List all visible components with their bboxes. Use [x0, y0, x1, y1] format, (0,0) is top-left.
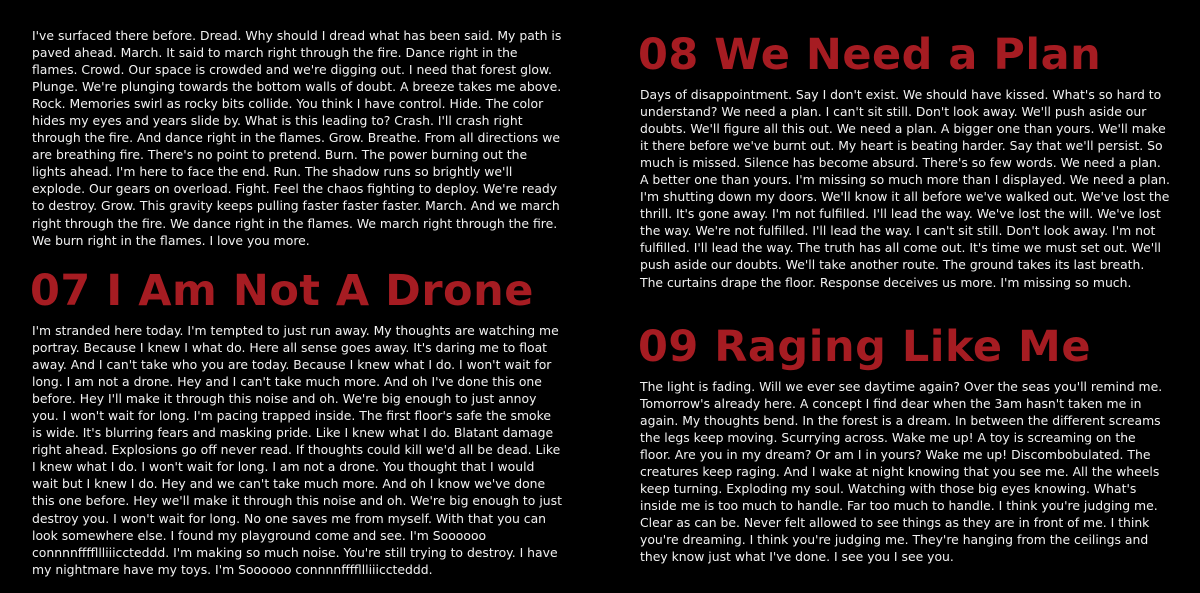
right-page — [600, 0, 1200, 593]
song-08-lyrics: Days of disappointment. Say I don't exist. We should have kissed. What's so hard to understand? We need a plan. I can't sit still. Don't look away. We'll push aside our doubts. We'll figure all this out. We need a plan. A bigger one than yours. We'll make it there before we've burnt out. My heart is beating harder. Say that we'll persist. So much is missed. Silence has become absurd. There's so few words. We need a plan. A better one than yours. I'm missing so much more than I displayed. We need a plan. I'm shutting down my doors. We'll know it all before we've walked out. We've lost the thrill. It's gone away. I'm not fulfilled. I'll lead the way. We've lost the will. We've lost the way. We're not fulfilled. I'll lead the way. I can't sit still. Don't look away. I'm not fulfilled. I'll lead the way. The truth has all come out. It's time we must set out. We'll push aside our doubts. We'll take another route. The ground takes its last breath. The curtains drape the floor. Response deceives us more. I'm missing so much. — [640, 87, 1170, 290]
song-08-title: 08 We Need a Plan — [638, 30, 1102, 80]
song-09-title: 09 Raging Like Me — [638, 322, 1091, 372]
song-07-lyrics: I'm stranded here today. I'm tempted to just run away. My thoughts are watching me portray. Because I knew I what do. Here all sense goes away. It's daring me to float away. And I can't take who you are today. Because I knew what I do. I won't wait for long. I am not a drone. Hey and I can't take much more. And oh I've done this one before. Hey I'll make it through this noise and oh. We're big enough to just annoy you. I won't wait for long. I'm pacing trapped inside. The first floor's safe the smoke is wide. It's blurring fears and masking pride. Like I knew what I do. Blatant damage right ahead. Explosions go off never read. If thoughts could kill we'd all be dead. Like I knew what I do. I won't wait for long. I am not a drone. You thought that I would wait but I knew I do. Hey and we can't take much more. And oh I know we've done this one before. Hey we'll make it through this noise and oh. We're big enough to just destroy you. I won't wait for long. No one saves me from myself. With that you can look somewhere else. I found my playground come and see. I'm Soooooo connnnffffllliiiccteddd. I'm making so much noise. You're still trying to destroy. I have my nightmare have my toys. I'm Soooooo connnnffffllliiiccteddd. — [32, 323, 562, 577]
song-07-title: 07 I Am Not A Drone — [30, 266, 534, 316]
song-09-lyrics: The light is fading. Will we ever see daytime again? Over the seas you'll remind me. Tomorrow's already here. A concept I find dear when the 3am hasn't taken me in again. My thoughts bend. In the forest is a dream. In between the different screams the legs keep moving. Scurrying across. Wake me up! A toy is screaming on the floor. Are you in my dream? Or am I in yours? Wake me up! Discombobulated. The creatures keep raging. And I wake at night knowing that you see me. All the wheels keep turning. Exploding my soul. Watching with those big eyes knowing. What's inside me is too much to handle. Far too much to handle. I think you're judging me. Clear as can be. Never felt allowed to see things as they are in front of me. I think you're dreaming. I think you're judging me. They're hanging from the ceilings and they know just what I've done. I see you I see you. — [640, 379, 1163, 565]
continued-lyrics: I've surfaced there before. Dread. Why should I dread what has been said. My path is paved ahead. March. It said to march right through the fire. Dance right in the flames. Crowd. Our space is crowded and we're digging out. I need that forest glow. Plunge. We're plunging towards the bottom walls of doubt. A breeze takes me above. Rock. Memories swirl as rocky bits collide. You think I have control. Hide. The color hides my eyes and years slide by. What is this leading to? Crash. I'll crash right through the fire. And dance right in the flames. Grow. Breathe. From all directions we are breathing fire. There's no point to pretend. Burn. The power burning out the lights ahead. I'm here to face the end. Run. The shadow runs so brightly we'll explode. Our gears on overload. Fight. Feel the chaos fighting to deploy. We're ready to destroy. Grow. This gravity keeps pulling faster faster faster. March. And we march right through the fire. We dance right in the flames. We march right through the fire. We burn right in the flames. I love you more. — [32, 28, 562, 248]
